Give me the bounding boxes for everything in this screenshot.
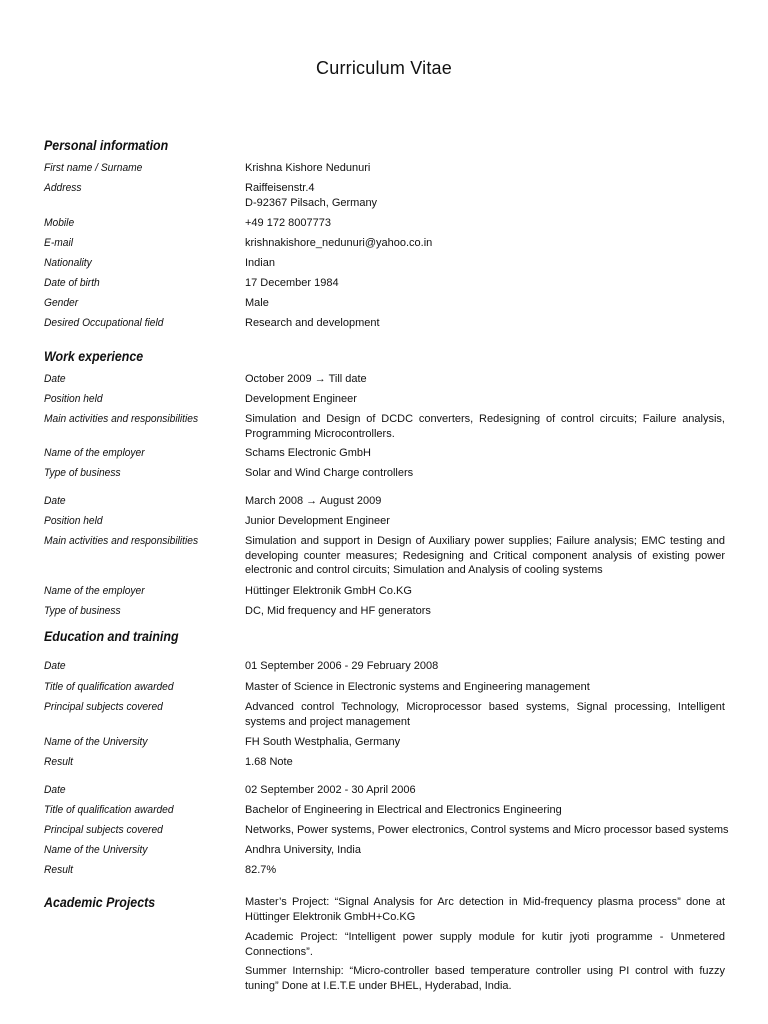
value-job2-employer: Hüttinger Elektronik GmbH Co.KG (245, 585, 412, 597)
label-job2-date: Date (44, 495, 66, 507)
value-job1-date: October 2009 → Till date (245, 373, 367, 385)
value-address: Raiffeisenstr.4 D-92367 Pilsach, Germany (245, 182, 378, 209)
value-job2-position: Junior Development Engineer (245, 515, 390, 527)
label-edu1-date: Date (44, 660, 66, 672)
value-email: krishnakishore_nedunuri@yahoo.co.in (245, 237, 433, 249)
section-heading-work: Work experience (44, 349, 144, 364)
value-edu1-result: 1.68 Note (245, 756, 293, 768)
value-edu2-result: 82.7% (245, 864, 277, 876)
value-gender: Male (245, 297, 269, 309)
value-job1-employer: Schams Electronic GmbH (245, 447, 371, 459)
value-edu2-date: 02 September 2002 - 30 April 2006 (245, 784, 416, 796)
label-edu1-university: Name of the University (44, 736, 148, 748)
section-heading-personal: Personal information (44, 138, 169, 153)
value-job1-position: Development Engineer (245, 393, 357, 405)
label-nationality: Nationality (44, 257, 92, 269)
label-job2-employer: Name of the employer (44, 585, 145, 597)
value-job1-business: Solar and Wind Charge controllers (245, 467, 414, 479)
value-edu1-subjects: Advanced control Technology, Microprocessor based systems, Signal processing, Intelligent systems and project management (245, 701, 725, 728)
value-job2-date: March 2008 → August 2009 (245, 495, 382, 507)
label-job2-activities: Main activities and responsibilities (44, 535, 199, 547)
label-occupational-field: Desired Occupational field (44, 317, 164, 329)
value-edu2-qualification: Bachelor of Engineering in Electrical and Electronics Engineering (245, 804, 562, 816)
label-job1-employer: Name of the employer (44, 447, 145, 459)
value-edu1-university: FH South Westphalia, Germany (245, 736, 401, 748)
label-job2-position: Position held (44, 515, 103, 527)
section-heading-projects: Academic Projects (44, 895, 156, 910)
label-edu1-result: Result (44, 756, 74, 768)
project-item-masters: Master’s Project: “Signal Analysis for Arc detection in Mid-frequency plasma process” done at Hüttinger Elektronik GmbH+Co.KG (245, 896, 725, 923)
label-job1-activities: Main activities and responsibilities (44, 413, 199, 425)
label-edu1-subjects: Principal subjects covered (44, 701, 163, 713)
label-job1-business: Type of business (44, 467, 121, 479)
label-edu2-qualification: Title of qualification awarded (44, 804, 174, 816)
value-occupational-field: Research and development (245, 317, 380, 329)
value-name: Krishna Kishore Nedunuri (245, 162, 371, 174)
value-job2-activities: Simulation and support in Design of Auxiliary power supplies; Failure analysis; EMC testing and developing counter measures; Redesigning and Critical component analysis of existing power electronic and control circuits; Simulation and Analysis of cooling systems (245, 535, 725, 576)
label-edu2-university: Name of the University (44, 844, 148, 856)
project-item-academic: Academic Project: “Intelligent power supply module for kutir jyoti programme - Unmetered Connections”. (245, 931, 725, 958)
value-mobile: +49 172 8007773 (245, 217, 331, 229)
value-edu2-subjects: Networks, Power systems, Power electronics, Control systems and Micro processor based systems (245, 824, 729, 836)
section-heading-education: Education and training (44, 629, 179, 644)
value-edu2-university: Andhra University, India (245, 844, 361, 856)
document-title: Curriculum Vitae (316, 58, 452, 78)
label-name: First name / Surname (44, 162, 143, 174)
label-address: Address (44, 182, 82, 194)
project-item-internship: Summer Internship: “Micro-controller based temperature controller using PI control with fuzzy tuning” Done at I.E.T.E under BHEL, Hyderabad, India. (245, 965, 725, 992)
value-edu1-date: 01 September 2006 - 29 February 2008 (245, 660, 439, 672)
value-dob: 17 December 1984 (245, 277, 339, 289)
value-nationality: Indian (245, 257, 275, 269)
value-edu1-qualification: Master of Science in Electronic systems and Engineering management (245, 681, 590, 693)
label-edu1-qualification: Title of qualification awarded (44, 681, 174, 693)
label-job1-date: Date (44, 373, 66, 385)
label-job2-business: Type of business (44, 605, 121, 617)
label-edu2-date: Date (44, 784, 66, 796)
value-job1-activities: Simulation and Design of DCDC converters, Redesigning of control circuits; Failure analysis, Programming Microcontrollers. (245, 413, 725, 440)
label-email: E-mail (44, 237, 73, 249)
label-edu2-result: Result (44, 864, 74, 876)
label-dob: Date of birth (44, 277, 100, 289)
label-gender: Gender (44, 297, 79, 309)
value-job2-business: DC, Mid frequency and HF generators (245, 605, 431, 617)
label-mobile: Mobile (44, 217, 75, 229)
label-edu2-subjects: Principal subjects covered (44, 824, 163, 836)
label-job1-position: Position held (44, 393, 103, 405)
